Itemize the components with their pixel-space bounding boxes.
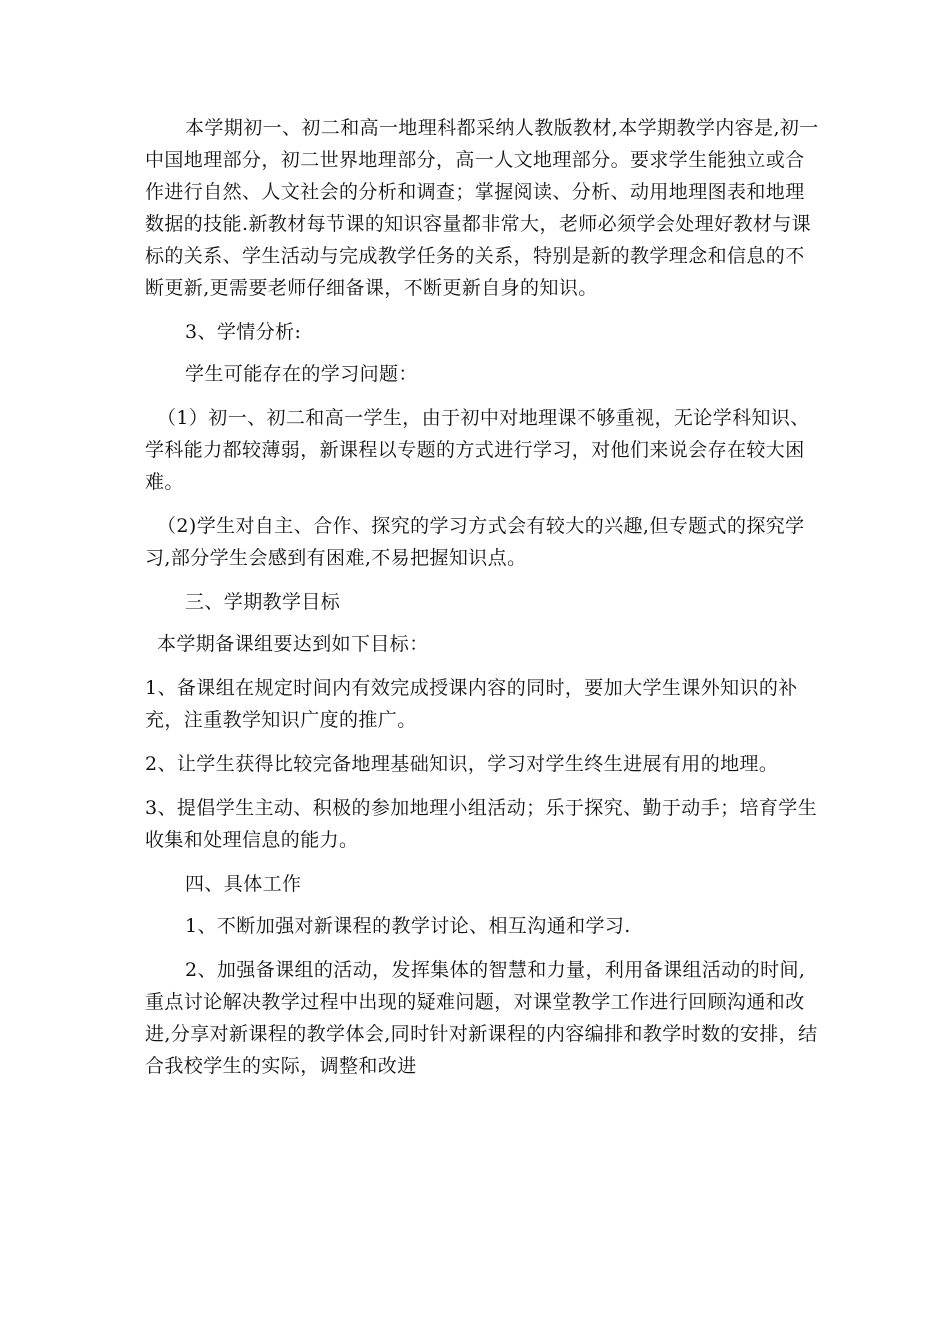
paragraph-problem-1: （1）初一、初二和高一学生，由于初中对地理课不够重视，无论学科知识、学科能力都较薄弱，新课程以专题的方式进行学习，对他们来说会存在较大困难。: [145, 407, 810, 493]
paragraph-problem-2: （2)学生对自主、合作、探究的学习方式会有较大的兴趣,但专题式的探究学习,部分学生会感到有困难,不易把握知识点。: [145, 515, 805, 569]
paragraph-goals-intro: 本学期备课组要达到如下目标：: [157, 633, 429, 655]
section-heading-learning-analysis: 3、学情分析:: [185, 321, 302, 343]
section-heading-specific-work: 四、具体工作: [185, 873, 302, 895]
paragraph-goal-2: 2、让学生获得比较完备地理基础知识，学习对学生终生进展有用的地理。: [145, 753, 779, 775]
paragraph-work-1: 1、不断加强对新课程的教学讨论、相互沟通和学习.: [185, 915, 631, 937]
paragraph-goal-3: 3、提倡学生主动、积极的参加地理小组活动；乐于探究、勤于动手；培育学生收集和处理信息的能力。: [145, 797, 818, 851]
paragraph-work-2: 2、加强备课组的活动，发挥集体的智慧和力量，利用备课组活动的时间,重点讨论解决教学过程中出现的疑难问题，对课堂教学工作进行回顾沟通和改进,分享对新课程的教学体会,同时针对新课程的内容编排和教学时数的安排，结合我校学生的实际，调整和改进: [145, 959, 818, 1077]
paragraph-possible-problems: 学生可能存在的学习问题：: [185, 363, 418, 385]
section-heading-semester-goals: 三、学期教学目标: [185, 591, 341, 613]
paragraph-goal-1: 1、备课组在规定时间内有效完成授课内容的同时，要加大学生课外知识的补充，注重教学知识广度的推广。: [145, 677, 798, 731]
paragraph-teaching-materials: 本学期初一、初二和高一地理科都采纳人教版教材,本学期教学内容是,初一中国地理部分，初二世界地理部分，高一人文地理部分。要求学生能独立或合作进行自然、人文社会的分析和调查；掌握阅读、分析、动用地理图表和地理数据的技能.新教材每节课的知识容量都非常大，老师必须学会处理好教材与课标的关系、学生活动与完成教学任务的关系，特别是新的教学理念和信息的不断更新,更需要老师仔细备课，不断更新自身的知识。: [145, 117, 819, 299]
document-body: [145, 112, 820, 1094]
